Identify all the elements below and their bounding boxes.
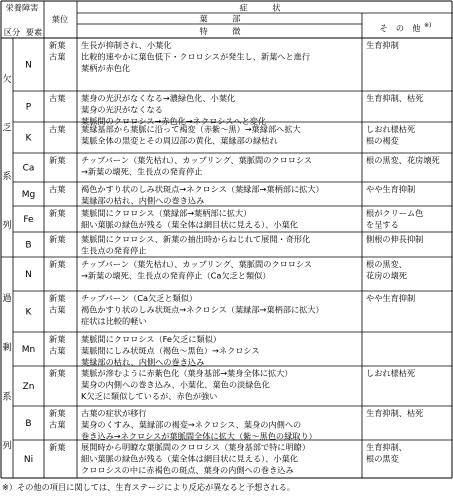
other-note: しおれ様枯死 [366, 124, 416, 134]
leaf-position-label: 新葉 [49, 259, 66, 269]
element-symbol: K [25, 307, 32, 318]
element-symbol: P [25, 102, 32, 113]
leaf-position-label: 古葉 [49, 93, 66, 103]
leaf-position-label: 新葉 [49, 208, 66, 218]
symptom-line: クロロシスの中に赤褐色の斑点、葉身の内側への巻き込み [81, 464, 294, 475]
symptom-line: 葉脈間のクロロシス→赤色化→ネクロシスへと変化 [81, 115, 267, 126]
element-symbol: K [25, 133, 32, 144]
header-nutrient-disorder: 栄養障害 [5, 2, 39, 13]
symptom-line: 葉身の光沢がなくなる [81, 104, 163, 115]
header-other-mark: ※) [424, 22, 432, 29]
leaf-position-label: 古葉 [49, 184, 66, 194]
symptom-line: チップバーン（葉先枯れ）、カップリング、葉脈間のクロロシス [81, 155, 313, 165]
group-label-char: 列 [2, 220, 12, 231]
symptom-line: 葉脈間にしみ状斑点（褐色～黒色）→ネクロシス [81, 345, 260, 356]
header-element: 要素 [25, 27, 43, 37]
element-symbol: Fe [23, 215, 34, 225]
leaf-position-label: 新葉 [49, 334, 66, 344]
element-symbol: Mg [21, 190, 36, 200]
element-symbol: Mn [21, 345, 36, 355]
leaf-position-label: 古葉 [49, 345, 66, 356]
header-other: そ の 他 [379, 23, 421, 33]
symptom-line: 古葉の症状が移行 [81, 408, 147, 418]
symptom-line: 生長が抑制され、小葉化 [81, 40, 172, 50]
leaf-position-label: 新葉 [49, 40, 66, 50]
header-classification: 区分 [3, 27, 21, 37]
element-symbol: Zn [22, 382, 35, 392]
other-note: 生育抑制、枯死 [366, 408, 424, 418]
symptom-line: 葉身の内側への巻き込み、小葉化、葉色の淡緑色化 [81, 379, 270, 390]
header-leaf-part: 葉 部 [199, 13, 241, 24]
symptom-line: 症状は比較的軽い [81, 315, 147, 326]
symptom-line: 褐色かすり状のしみ状斑点→ネクロシス（葉縁部→葉柄部に拡大） [81, 184, 324, 194]
header-leaf-position: 葉位 [51, 14, 69, 24]
symptom-line: 細い葉脈の緑色が残る（葉全体は網目状に見える）、小葉化 [81, 453, 298, 464]
footnote: ※）その他の項目に関しては、生育ステージにより反応が異なると予想される。 [2, 482, 296, 492]
leaf-position-label: 古葉 [49, 304, 66, 315]
other-note: を呈する [366, 219, 399, 230]
header-symptoms: 症 状 [239, 2, 281, 13]
element-symbol: Ca [22, 163, 35, 174]
symptom-line: 葉縁部の枯れ、内側への巻き込み [81, 356, 205, 367]
symptom-line: チップバーン（Ca欠乏と類似） [81, 293, 198, 303]
symptom-line: 巻き込み→ネクロシスが葉脈間全体に拡大（紫～黒色の縁取り） [81, 430, 317, 441]
symptom-line: 葉脈が滲むように赤紫色化（葉身基部→葉身全体に拡大） [81, 368, 293, 378]
other-note: やや生育抑制 [366, 184, 416, 194]
leaf-position-label: 新葉 [49, 368, 66, 378]
symptom-line: →新葉の壊死、生長点の発育停止 [81, 166, 203, 177]
group-label-char: 欠 [2, 74, 12, 85]
symptom-line: 比較的速やかに葉色低下・クロロシスが発生し、新葉へと進行 [81, 51, 311, 62]
other-note: しおれ様枯死 [366, 368, 416, 378]
leaf-position-label: 新葉 [49, 155, 66, 165]
other-note: 生育抑制 [366, 40, 399, 50]
group-label-char: 過 [2, 294, 12, 305]
element-symbol: Ni [23, 455, 34, 465]
symptom-line: 葉柄が赤色化 [81, 62, 131, 73]
leaf-position-label: 古葉 [49, 51, 66, 62]
leaf-position-label: 新葉 [49, 408, 66, 418]
symptom-line: 葉脈全体の黒変とその周辺部の黄化、葉縁部の緑枯れ [81, 135, 278, 146]
header-features: 特 徴 [199, 26, 241, 36]
other-note: 根の黒変、花房壊死 [366, 155, 440, 165]
symptom-line: 褐色かすり状のしみ状斑点→ネクロシス（葉縁部→葉柄部に拡大） [81, 304, 324, 315]
other-note: 根の黒変 [366, 453, 399, 464]
symptom-line: 葉脈間にクロロシス（Fe欠乏に類似） [81, 334, 222, 344]
other-note: やや生育抑制 [366, 293, 416, 303]
symptom-line: 生長点の発育停止 [81, 245, 147, 256]
element-symbol: N [25, 270, 32, 280]
group-label-char: 列 [2, 441, 12, 452]
other-note: 根がクリーム色 [366, 208, 424, 218]
leaf-position-label: 古葉 [49, 124, 66, 134]
leaf-position-label: 古葉 [49, 419, 66, 430]
leaf-position-label: 新葉 [49, 293, 66, 303]
symptom-line: 細い葉脈の緑色が残る（葉全体は網目状に見える）、小葉化 [81, 219, 298, 230]
group-label-char: 剰 [2, 343, 12, 354]
element-symbol: B [25, 419, 32, 429]
symptom-line: 葉脈間にクロロシス（葉縁部→葉柄部に拡大） [81, 208, 252, 218]
other-note: 根の黒変、 [366, 259, 407, 269]
symptom-line: 葉縁部の枯れ、内側への巻き込み [81, 195, 205, 206]
symptom-line: 葉脈間にクロロシス、新葉の抽出時からねじれて展開・奇形化 [81, 234, 311, 244]
other-note: 生育抑制、 [366, 442, 407, 452]
element-symbol: N [25, 60, 32, 71]
other-note: 花房の壊死 [366, 270, 407, 281]
other-note: 生育抑制、枯死 [366, 93, 424, 103]
leaf-position-label: 新葉 [49, 442, 66, 452]
element-symbol: B [25, 240, 32, 251]
leaf-position-label: 新葉 [49, 234, 66, 244]
other-note: 側根の伸長抑制 [366, 234, 424, 244]
symptom-line: 葉身のくすみ、葉縁部の褐変→ネクロシス、葉身の内側への [81, 419, 302, 430]
group-label-char: 系 [2, 392, 12, 403]
symptom-line: 葉身の光沢がなくなる→濃緑色化、小葉化 [81, 93, 236, 103]
symptom-line: 葉縁基部から葉脈に沿って褐変（赤紫～黒）→葉縁部へ拡大 [81, 124, 301, 134]
symptom-line: →新葉の壊死、生長点の発育停止（Ca欠乏と類似） [81, 270, 271, 281]
group-label-char: 乏 [2, 123, 12, 134]
group-label-char: 系 [2, 172, 12, 183]
symptom-line: チップバーン（葉先枯れ）、カップリング、葉脈間のクロロシス [81, 259, 313, 269]
symptom-line: K欠乏に類似しているが、赤色が強い [81, 390, 218, 401]
other-note: 根の褐変 [366, 135, 399, 146]
symptom-line: 展開時から明瞭な葉脈間のクロロシス（葉身基部で特に明瞭） [81, 442, 311, 452]
